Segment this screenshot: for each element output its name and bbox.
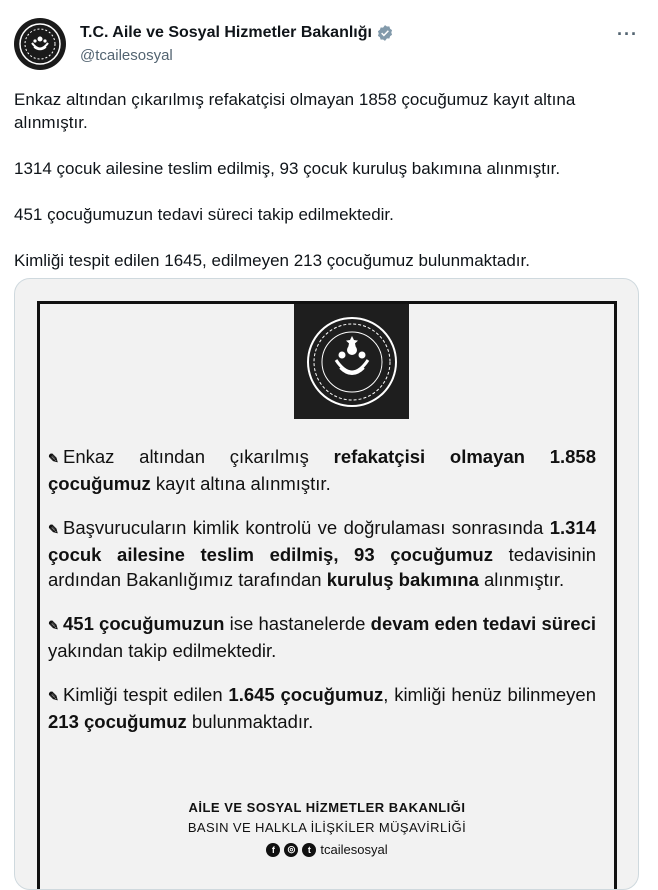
display-name[interactable]: T.C. Aile ve Sosyal Hizmetler Bakanlığı bbox=[80, 24, 372, 41]
facebook-icon: f bbox=[266, 843, 280, 857]
tweet-paragraph: Enkaz altından çıkarılmış refakatçisi olmayan 1858 çocuğumuz kayıt altına alınmıştır. bbox=[14, 90, 576, 132]
footer-org: AİLE VE SOSYAL HİZMETLER BAKANLIĞI bbox=[188, 800, 466, 815]
pin-icon: ✎ bbox=[48, 522, 59, 537]
text-segment: bulunmaktadır. bbox=[186, 711, 314, 732]
text-segment: kayıt altına alınmıştır. bbox=[150, 473, 331, 494]
text-segment: alınmıştır. bbox=[478, 569, 565, 590]
bold-segment: 1.645 çocuğumuz bbox=[228, 684, 384, 705]
text-segment: tedavisinin ardından Bakanlığımız tarafından bbox=[48, 544, 596, 590]
image-frame bbox=[37, 301, 617, 890]
bold-segment: devam eden tedavi süreci bbox=[370, 613, 596, 634]
bold-segment: refakatçisi olmayan 1.858 çocuğumuz bbox=[48, 446, 596, 494]
image-bullet bbox=[48, 444, 596, 496]
logo-box bbox=[294, 304, 409, 419]
bold-segment: 213 çocuğumuz bbox=[48, 711, 187, 732]
handle[interactable]: @tcailesosyal bbox=[80, 47, 173, 64]
bold-segment: 1.314 çocuk ailesine teslim edilmiş, 93 çocuğumuz bbox=[48, 517, 596, 565]
text-segment: Başvurucuların kimlik kontrolü ve doğrulaması sonrasında bbox=[63, 517, 550, 538]
tweet-header bbox=[14, 14, 644, 74]
verified-badge-icon bbox=[376, 24, 394, 42]
tweet-paragraph: 451 çocuğumuzun tedavi süreci takip edilmektedir. bbox=[14, 205, 394, 224]
ministry-logo-icon bbox=[17, 21, 63, 67]
image-bullet bbox=[48, 682, 596, 734]
footer-dept: BASIN VE HALKLA İLİŞKİLER MÜŞAVİRLİĞİ bbox=[187, 820, 467, 835]
twitter-icon: t bbox=[302, 843, 316, 857]
social-row bbox=[40, 842, 614, 857]
name-row bbox=[80, 24, 394, 42]
social-handle: tcailesosyal bbox=[320, 842, 388, 857]
pin-icon: ✎ bbox=[48, 618, 59, 633]
image-footer bbox=[40, 800, 614, 857]
image-body bbox=[48, 444, 596, 753]
image-bullet bbox=[48, 611, 596, 663]
image-bullet bbox=[48, 515, 596, 592]
bold-segment: kuruluş bakımına bbox=[326, 569, 479, 590]
more-options-button[interactable]: ··· bbox=[617, 24, 638, 44]
ministry-seal-icon bbox=[302, 312, 402, 412]
text-segment: , kimliği henüz bilinmeyen bbox=[383, 684, 596, 705]
text-segment: Enkaz altından çıkarılmış bbox=[63, 446, 334, 467]
instagram-icon: ◎ bbox=[284, 843, 298, 857]
avatar[interactable] bbox=[14, 18, 66, 70]
text-segment: ise hastanelerde bbox=[224, 613, 371, 634]
pin-icon: ✎ bbox=[48, 689, 59, 704]
tweet-text bbox=[14, 88, 644, 295]
text-segment: Kimliği tespit edilen bbox=[63, 684, 229, 705]
pin-icon: ✎ bbox=[48, 451, 59, 466]
bold-segment: 451 çocuğumuzun bbox=[63, 613, 225, 634]
tweet-paragraph: Kimliği tespit edilen 1645, edilmeyen 213 çocuğumuz bulunmaktadır. bbox=[14, 251, 530, 270]
tweet-paragraph: 1314 çocuk ailesine teslim edilmiş, 93 çocuk kuruluş bakımına alınmıştır. bbox=[14, 159, 561, 178]
tweet-image[interactable] bbox=[14, 278, 639, 890]
text-segment: yakından takip edilmektedir. bbox=[48, 640, 277, 661]
